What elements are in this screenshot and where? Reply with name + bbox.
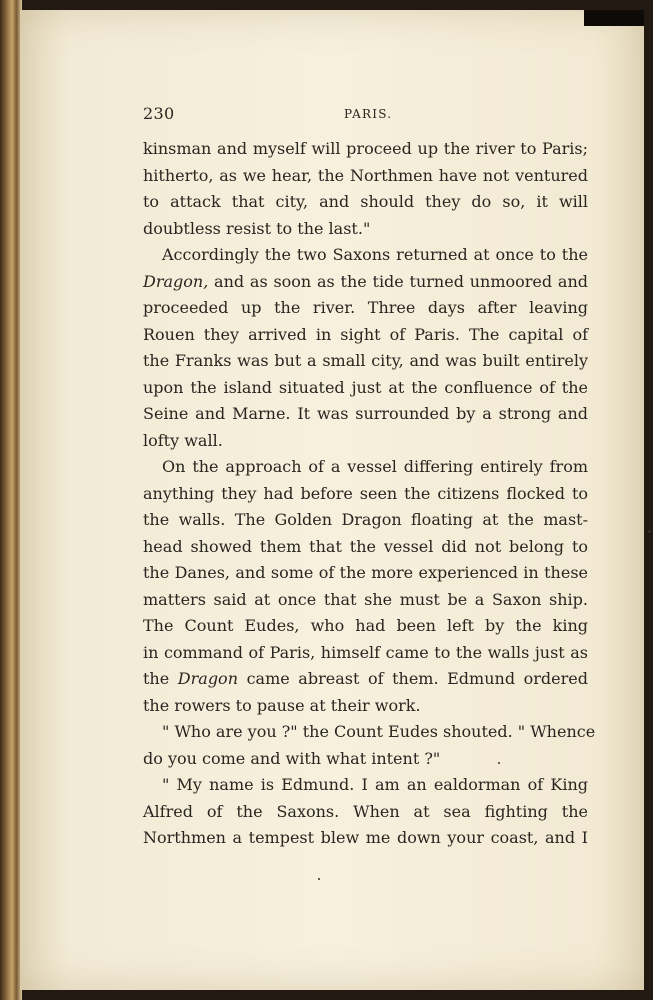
text-line: upon the island situated just at the confluence of the (143, 377, 588, 397)
text-line: matters said at once that she must be a Saxon ship. (143, 589, 588, 609)
text-line: to attack that city, and should they do so, it will (143, 192, 588, 211)
body-text (122, 136, 596, 852)
text-line: " Who are you ?" the Count Eudes shouted. " Whence (162, 722, 596, 741)
text-line: Alfred of the Saxons. When at sea fighting the (143, 801, 588, 821)
text-line: anything they had before seen the citizens flocked to (143, 483, 588, 503)
paper-speck (318, 878, 320, 880)
text-line: the Franks was but a small city, and was built entirely (143, 351, 588, 370)
text-line: doubtless resist to the last." (143, 218, 371, 238)
text-line: On the approach of a vessel differing entirely from (162, 457, 588, 476)
line-text: the (143, 669, 178, 688)
paper-speck (648, 530, 651, 533)
text-line: head showed them that the vessel did not belong to (143, 536, 588, 556)
text-line: hitherto, as we hear, the Northmen have not ventured (143, 165, 588, 185)
running-head (122, 100, 588, 130)
line-text: came abreast of them. Edmund ordered (238, 669, 589, 688)
text-line: proceeded up the river. Three days after leaving (143, 298, 588, 317)
text-line: Northmen a tempest blew me down your coast, and I (143, 828, 588, 847)
text-line: do you come and with what intent ?" (143, 748, 441, 768)
text-line: the walls. The Golden Dragon floating at the mast- (143, 510, 588, 529)
page-number: 230 (143, 104, 175, 123)
text-line: in command of Paris, himself came to the walls just as (143, 642, 588, 662)
text-line: " My name is Edmund. I am an ealdorman of King (162, 775, 588, 794)
text-line: kinsman and myself will proceed up the river to Paris; (143, 139, 588, 158)
page-stack-edge (0, 0, 22, 1000)
text-line: Rouen they arrived in sight of Paris. The capital of (143, 324, 588, 344)
text-line (122, 666, 588, 693)
line-text: and as soon as the tide turned unmoored and (208, 271, 588, 291)
text-line: the Danes, and some of the more experienced in these (143, 563, 588, 582)
text-line: lofty wall. (143, 430, 223, 450)
ship-name-italic: Dragon, (143, 271, 209, 291)
page-corner-shadow (584, 10, 644, 26)
text-line: Accordingly the two Saxons returned at once to the (162, 245, 588, 264)
running-head-title: PARIS. (344, 107, 393, 121)
text-line: The Count Eudes, who had been left by the king (143, 616, 588, 635)
ship-name-italic: Dragon (177, 669, 238, 688)
text-line: Seine and Marne. It was surrounded by a strong and (143, 404, 588, 423)
text-block (122, 100, 596, 852)
text-line: the rowers to pause at their work. (143, 695, 421, 715)
text-line (122, 269, 588, 296)
